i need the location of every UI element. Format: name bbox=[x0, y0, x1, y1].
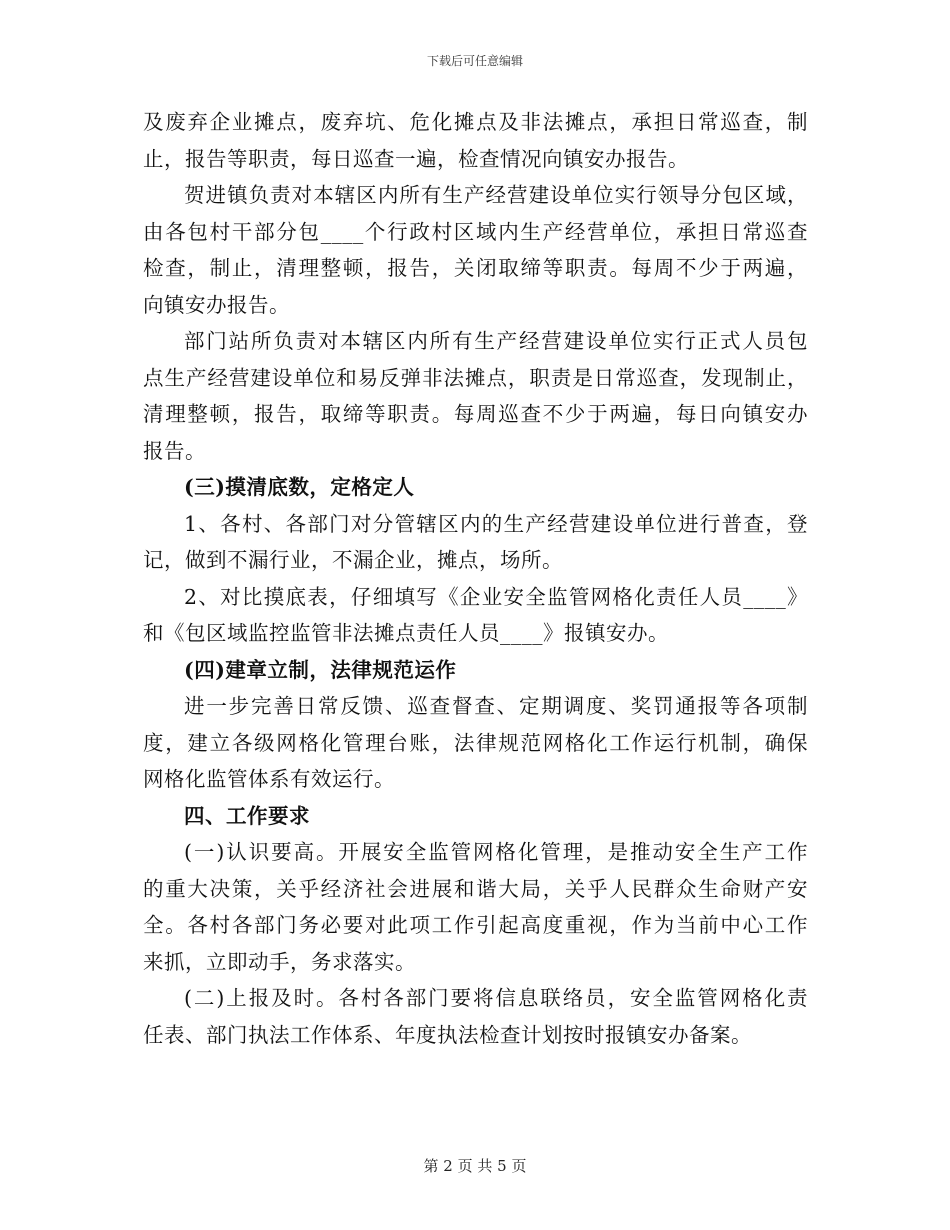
paragraph-line: 网格化监管体系有效运行。 bbox=[143, 767, 395, 791]
paragraph-line: 报告。 bbox=[143, 438, 206, 463]
paragraph-line: 及废弃企业摊点，废弃坑、危化摊点及非法摊点，承担日常巡查，制 bbox=[143, 110, 808, 134]
section-heading-line: 四、工作要求 bbox=[184, 803, 310, 828]
paragraph-line: 向镇安办报告。 bbox=[143, 292, 290, 317]
paragraph-line: 止，报告等职责，每日巡查一遍，检查情况向镇安办报告。 bbox=[143, 146, 689, 171]
document-body bbox=[143, 104, 808, 1053]
paragraph-line: 记，做到不漏行业，不漏企业，摊点，场所。 bbox=[143, 548, 563, 572]
paragraph-line: 全。各村各部门务必要对此项工作引起高度重视，作为当前中心工作 bbox=[143, 913, 808, 937]
paragraph-line: 任表、部门执法工作体系、年度执法检查计划按时报镇安办备案。 bbox=[143, 1022, 752, 1047]
section-heading-line: (三)摸清底数，定格定人 bbox=[184, 475, 415, 499]
paragraph-line: 由各包村干部分包____个行政村区域内生产经营单位，承担日常巡查 bbox=[143, 219, 808, 244]
paragraph-line: 和《包区域监控监管非法摊点责任人员____》报镇安办。 bbox=[143, 621, 669, 645]
paragraph-line: 1、各村、各部门对分管辖区内的生产经营建设单位进行普查，登 bbox=[184, 511, 808, 536]
paragraph-line: (一)认识要高。开展安全监管网格化管理，是推动安全生产工作 bbox=[184, 840, 808, 864]
paragraph-line: 贺进镇负责对本辖区内所有生产经营建设单位实行领导分包区域， bbox=[184, 183, 808, 207]
paragraph-line: 来抓，立即动手，务求落实。 bbox=[143, 949, 416, 974]
section-heading-line: (四)建章立制，法律规范运作 bbox=[184, 657, 457, 682]
page-footer: 第 2 页 共 5 页 bbox=[423, 1157, 527, 1175]
paragraph-line: 清理整顿，报告，取缔等职责。每周巡查不少于两遍，每日向镇安办 bbox=[143, 402, 808, 426]
paragraph-line: 部门站所负责对本辖区内所有生产经营建设单位实行正式人员包 bbox=[184, 329, 808, 353]
paragraph-line: 的重大决策，关乎经济社会进展和谐大局，关乎人民群众生命财产安 bbox=[143, 876, 808, 901]
paragraph-line: 点生产经营建设单位和易反弹非法摊点，职责是日常巡查，发现制止， bbox=[143, 365, 808, 390]
paragraph-line: 检查，制止，清理整顿，报告，关闭取缔等职责。每周不少于两遍， bbox=[143, 256, 808, 280]
page-header: 下载后可任意编辑 bbox=[426, 54, 523, 68]
paragraph-line: (二)上报及时。各村各部门要将信息联络员，安全监管网格化责 bbox=[184, 986, 808, 1010]
paragraph-line: 进一步完善日常反馈、巡查督查、定期调度、奖罚通报等各项制 bbox=[184, 694, 808, 718]
paragraph-line: 2、对比摸底表，仔细填写《企业安全监管网格化责任人员____》 bbox=[184, 584, 808, 609]
paragraph-line: 度，建立各级网格化管理台账，法律规范网格化工作运行机制，确保 bbox=[143, 730, 808, 755]
